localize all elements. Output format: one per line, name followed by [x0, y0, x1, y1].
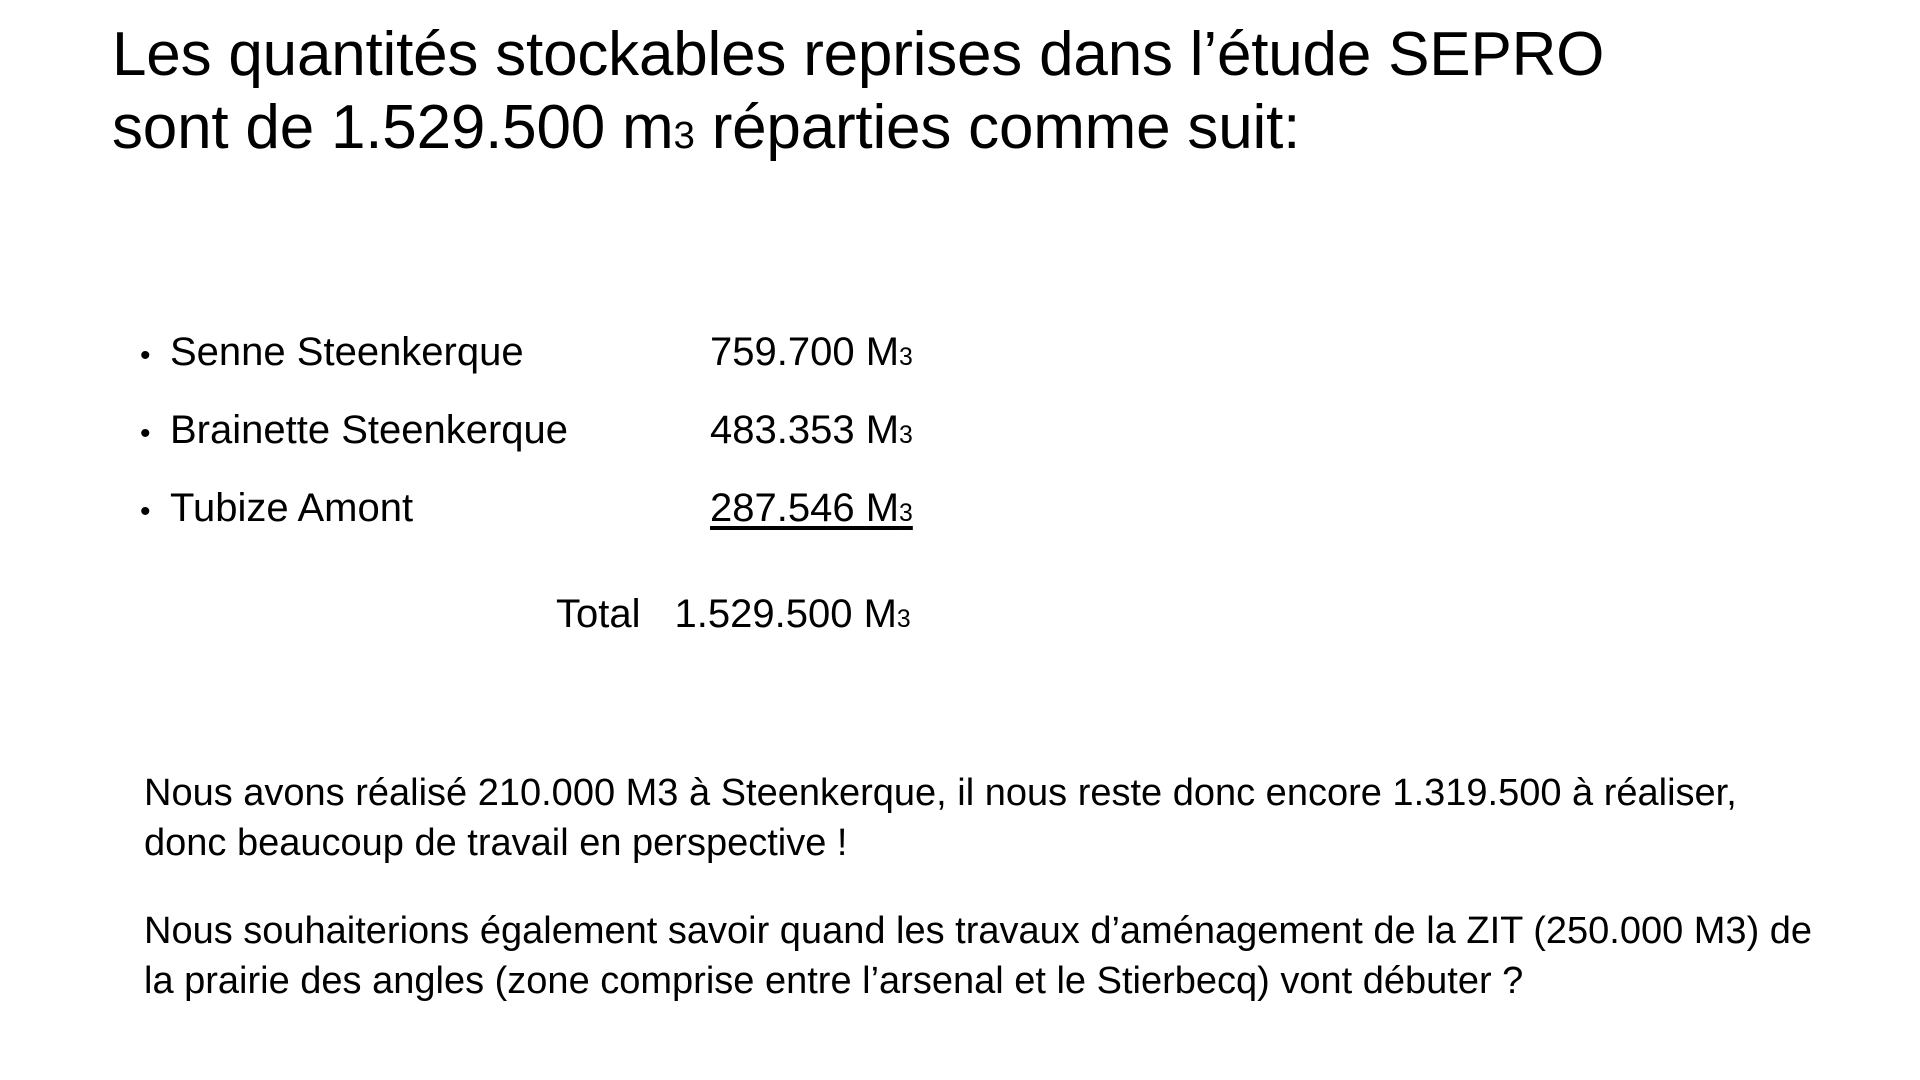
- list-item-label: Brainette Steenkerque: [170, 408, 569, 452]
- list-item-value: [710, 332, 913, 372]
- title-line-2-suffix: réparties comme suit:: [694, 93, 1301, 163]
- total-value-superscript: 3: [896, 606, 911, 633]
- bullet-icon: •: [140, 417, 151, 450]
- paragraph-progress: Nous avons réalisé 210.000 M3 à Steenkerque, il nous reste donc encore 1.319.500 à réaliser, donc beaucoup de travail en perspective !: [144, 772, 1737, 865]
- list-item-value-text: 287.546 M: [710, 486, 900, 530]
- title-superscript: 3: [673, 114, 695, 158]
- bullet-icon: •: [140, 495, 151, 528]
- total-value-text: 1.529.500 M: [674, 592, 897, 636]
- list-item-value-text: 483.353 M: [710, 408, 900, 452]
- bullet-icon: •: [140, 339, 151, 372]
- list-item-label: Senne Steenkerque: [170, 330, 524, 374]
- title-line-1: Les quantités stockables reprises dans l’étude SEPRO: [112, 20, 1605, 89]
- list-item: [140, 410, 1540, 450]
- list-item-label: Tubize Amont: [170, 486, 414, 530]
- title-line-2-prefix: sont de 1.529.500 m: [112, 93, 674, 163]
- paragraph-question: Nous souhaiterions également savoir quand les travaux d’aménagement de la ZIT (250.000 M3) de la prairie des angles (zone comprise entre l’arsenal et le Stierbecq) vont débuter ?: [144, 910, 1813, 1003]
- list-item-value-superscript: 3: [899, 344, 913, 371]
- body-paragraphs: [144, 730, 1824, 1039]
- quantities-list: [140, 332, 1540, 566]
- total-row: [556, 592, 911, 637]
- list-item: [140, 332, 1540, 372]
- list-item-value: [710, 410, 913, 450]
- page-title: [112, 18, 1852, 164]
- list-item: [140, 488, 1540, 528]
- list-item-value: [710, 488, 913, 528]
- list-item-value-text: 759.700 M: [710, 330, 900, 374]
- list-item-value-superscript: 3: [899, 500, 913, 527]
- total-label: Total: [556, 592, 641, 636]
- total-value: [675, 592, 911, 637]
- list-item-value-superscript: 3: [899, 422, 913, 449]
